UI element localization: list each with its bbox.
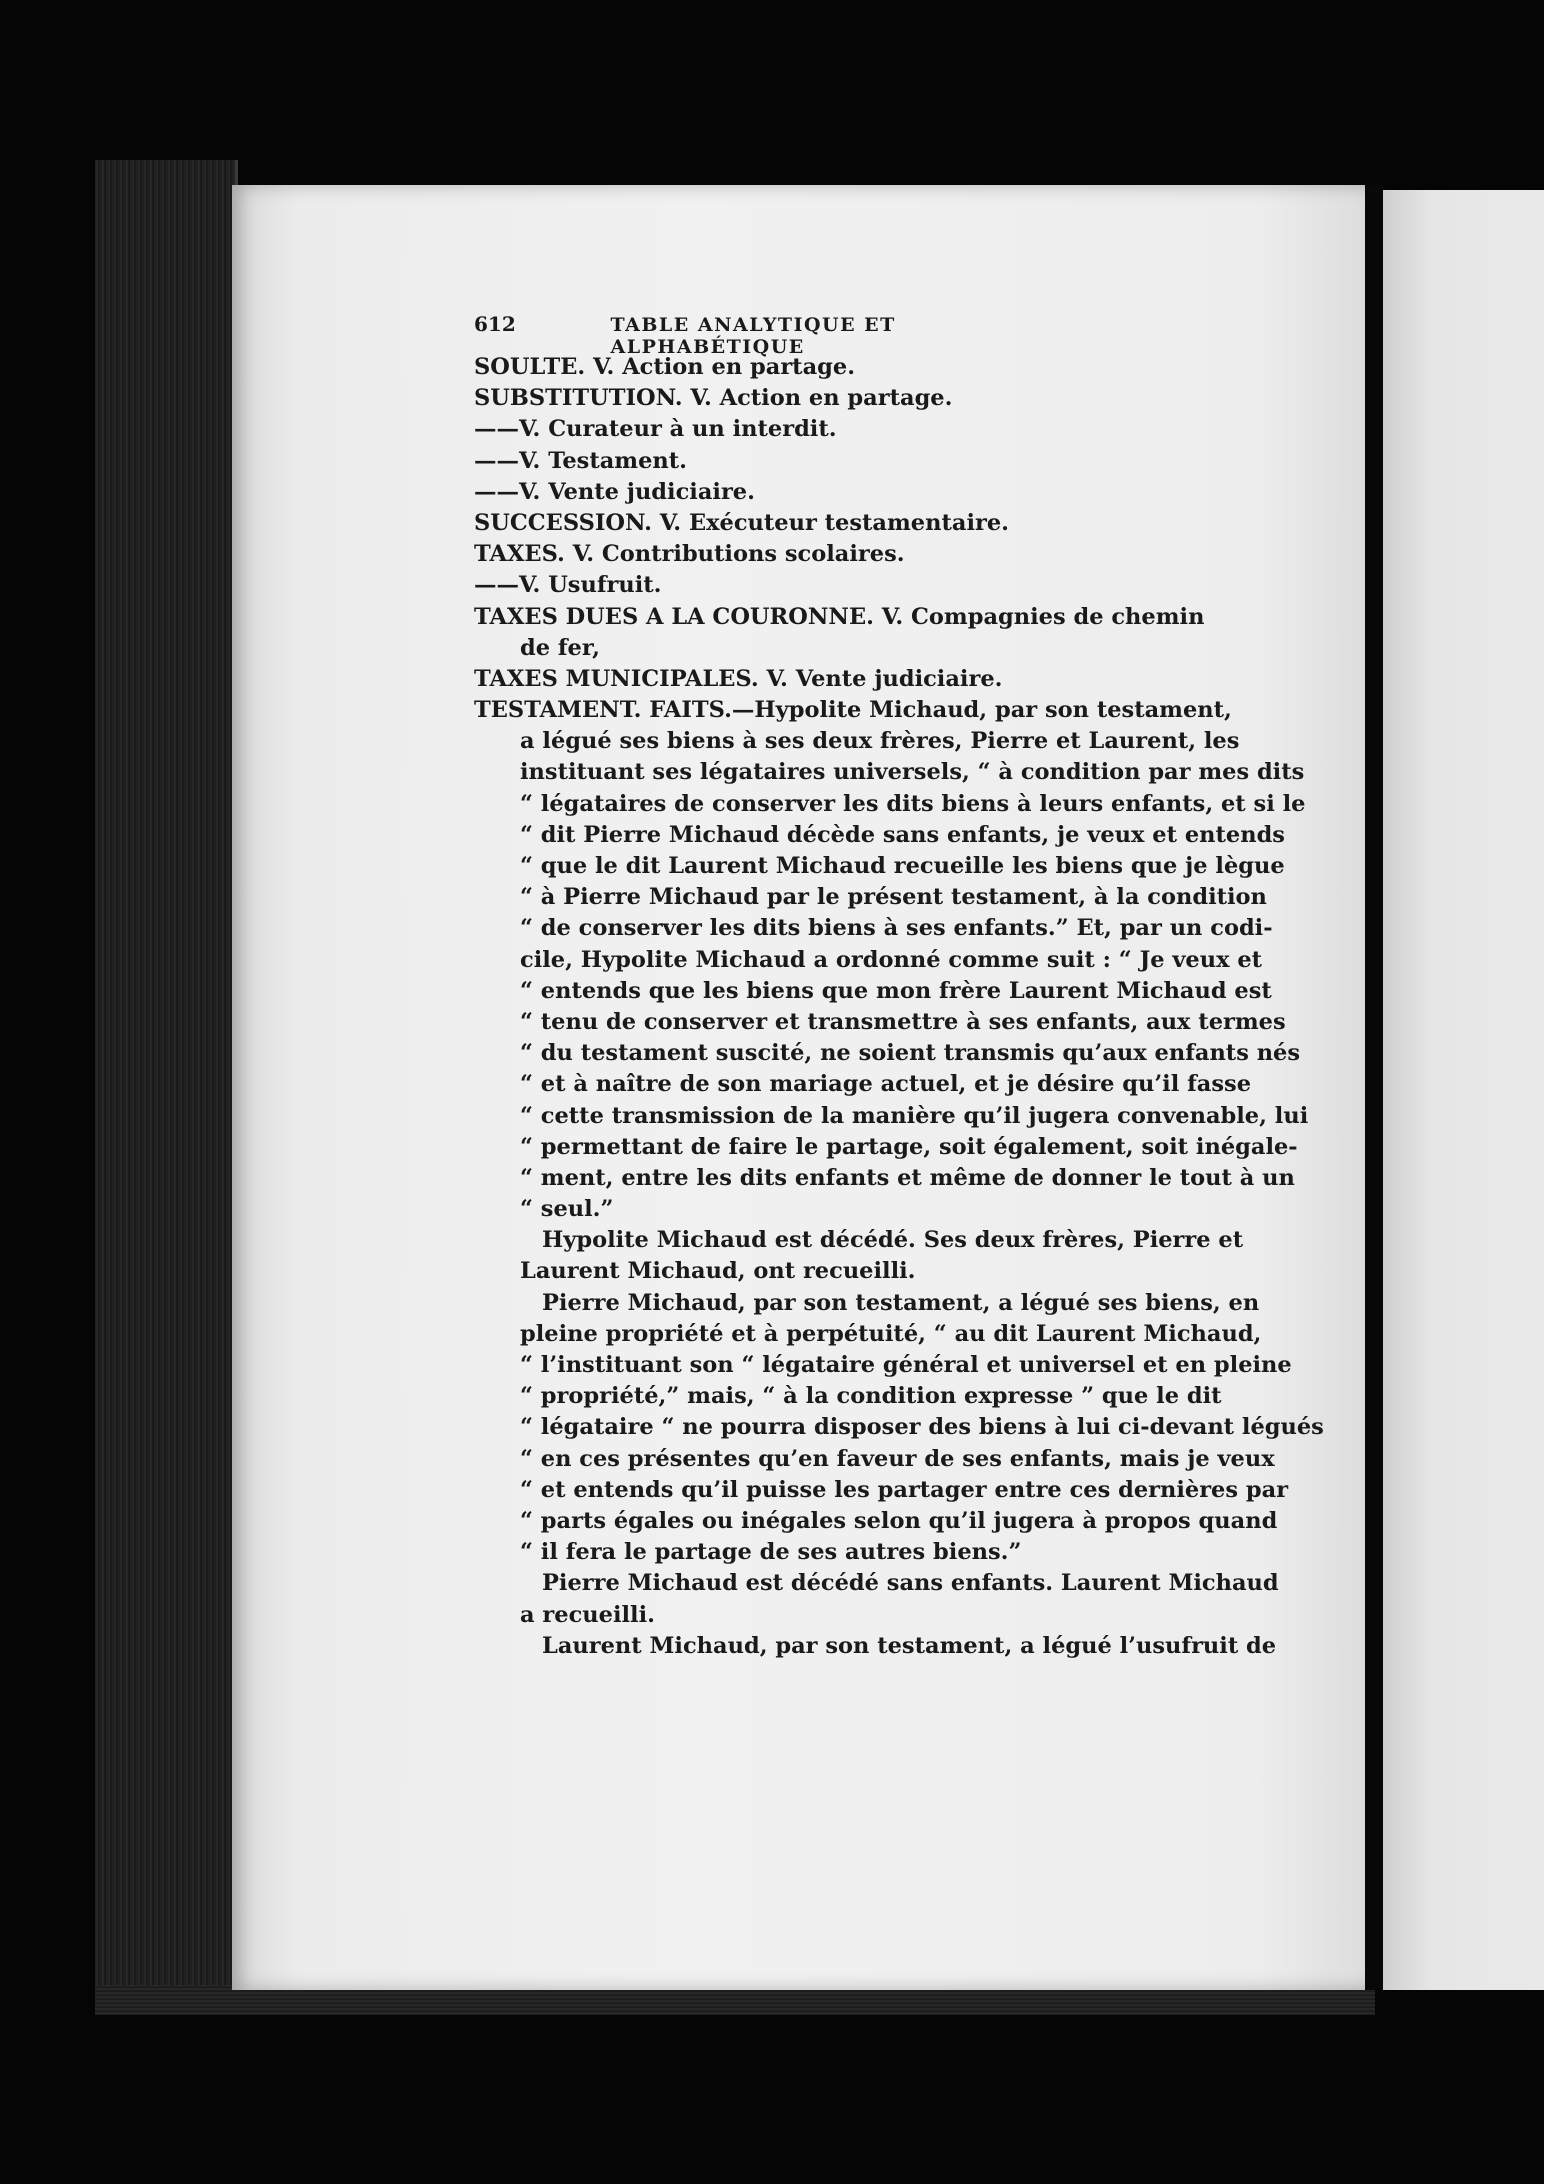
entry-line: TAXES. V. Contributions scolaires. bbox=[474, 541, 905, 568]
page-number: 612 bbox=[474, 312, 516, 336]
entry-line: “ légataires de conserver les dits biens à leurs enfants, et si le bbox=[520, 790, 1306, 817]
entry-line: “ à Pierre Michaud par le présent testament, à la condition bbox=[520, 884, 1267, 911]
entry-line: TAXES MUNICIPALES. V. Vente judiciaire. bbox=[474, 665, 1003, 692]
entry-line: “ légataire “ ne pourra disposer des biens à lui ci-devant légués bbox=[520, 1414, 1324, 1441]
entry-line: instituant ses légataires universels, “ à condition par mes dits bbox=[520, 759, 1305, 786]
entry-line: “ seul.” bbox=[520, 1196, 614, 1223]
entry-line: “ et à naître de son mariage actuel, et je désire qu’il fasse bbox=[520, 1071, 1252, 1098]
book-gutter bbox=[1365, 185, 1383, 1990]
entry-line: pleine propriété et à perpétuité, “ au dit Laurent Michaud, bbox=[520, 1320, 1262, 1347]
right-page-edge bbox=[1383, 190, 1544, 1990]
entry-line: “ cette transmission de la manière qu’il jugera convenable, lui bbox=[520, 1102, 1309, 1129]
entry-line: “ dit Pierre Michaud décède sans enfants, je veux et entends bbox=[520, 821, 1285, 848]
entry-line: Laurent Michaud, par son testament, a légué l’usufruit de bbox=[542, 1632, 1277, 1659]
entry-line: a recueilli. bbox=[520, 1601, 655, 1628]
entry-line: Hypolite Michaud est décédé. Ses deux frères, Pierre et bbox=[542, 1227, 1244, 1254]
entry-line: “ entends que les biens que mon frère Laurent Michaud est bbox=[520, 977, 1272, 1004]
entry-line: Pierre Michaud est décédé sans enfants. Laurent Michaud bbox=[542, 1570, 1279, 1597]
entry-line: ——V. Curateur à un interdit. bbox=[474, 416, 837, 443]
entry-line: Laurent Michaud, ont recueilli. bbox=[520, 1258, 916, 1285]
entry-line: “ du testament suscité, ne soient transmis qu’aux enfants nés bbox=[520, 1040, 1301, 1067]
entry-line: ——V. Vente judiciaire. bbox=[474, 478, 755, 505]
index-entries bbox=[474, 352, 1324, 1662]
entry-line: “ tenu de conserver et transmettre à ses enfants, aux termes bbox=[520, 1008, 1286, 1035]
book-page-stack bbox=[95, 160, 238, 2000]
entry-line: de fer, bbox=[520, 634, 600, 661]
entry-line: ——V. Usufruit. bbox=[474, 572, 662, 599]
entry-line: “ que le dit Laurent Michaud recueille les biens que je lègue bbox=[520, 853, 1285, 879]
entry-line: “ parts égales ou inégales selon qu’il jugera à propos quand bbox=[520, 1507, 1278, 1534]
entry-line: TAXES DUES A LA COURONNE. V. Compagnies de chemin bbox=[474, 603, 1205, 630]
entry-line: “ de conserver les dits biens à ses enfants.” Et, par un codi- bbox=[520, 915, 1273, 942]
entry-line: SUBSTITUTION. V. Action en partage. bbox=[474, 385, 953, 412]
entry-line: “ il fera le partage de ses autres biens.” bbox=[520, 1539, 1022, 1566]
entry-line: SOULTE. V. Action en partage. bbox=[474, 354, 856, 380]
entry-line: TESTAMENT. FAITS.—Hypolite Michaud, par son testament, bbox=[474, 697, 1232, 724]
entry-line: Pierre Michaud, par son testament, a légué ses biens, en bbox=[542, 1289, 1260, 1316]
running-title: TABLE ANALYTIQUE ET ALPHABÉTIQUE bbox=[610, 314, 896, 358]
entry-line: “ et entends qu’il puisse les partager entre ces dernières par bbox=[520, 1476, 1289, 1503]
entry-line: “ l’instituant son “ légataire général et universel et en pleine bbox=[520, 1352, 1292, 1378]
entry-line: cile, Hypolite Michaud a ordonné comme suit : “ Je veux et bbox=[520, 946, 1263, 973]
entry-line: ——V. Testament. bbox=[474, 447, 688, 474]
entry-line: “ ment, entre les dits enfants et même de donner le tout à un bbox=[520, 1164, 1295, 1191]
entry-line: “ permettant de faire le partage, soit également, soit inégale- bbox=[520, 1133, 1298, 1160]
entry-line: a légué ses biens à ses deux frères, Pierre et Laurent, les bbox=[520, 728, 1240, 755]
entry-line: SUCCESSION. V. Exécuteur testamentaire. bbox=[474, 509, 1009, 536]
entry-line: “ propriété,” mais, “ à la condition expresse ” que le dit bbox=[520, 1383, 1222, 1410]
entry-line: “ en ces présentes qu’en faveur de ses enfants, mais je veux bbox=[520, 1445, 1275, 1472]
